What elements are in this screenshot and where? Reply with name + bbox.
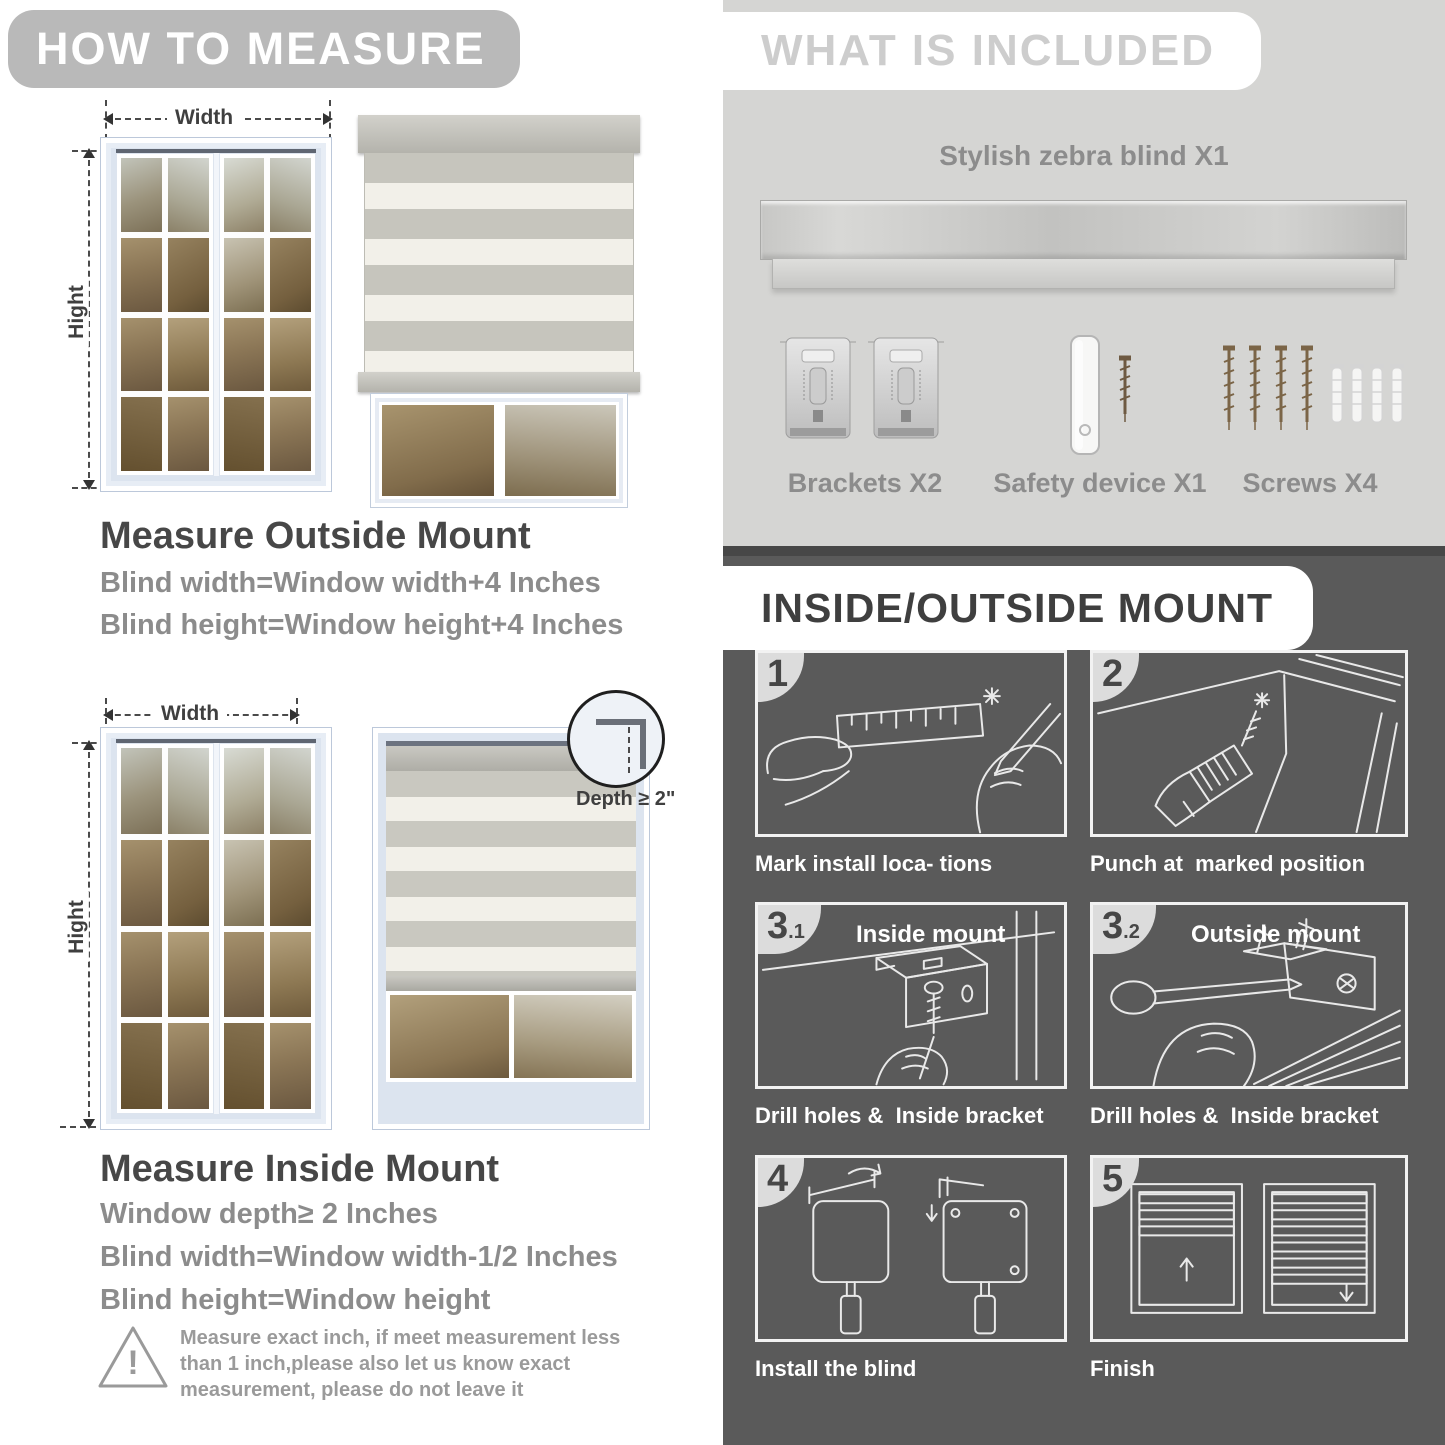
step-title: Outside mount (1191, 921, 1361, 948)
brackets-label: Brackets X2 (787, 468, 943, 498)
step-number-badge: 2 (1092, 652, 1139, 702)
window-under-blind (386, 991, 636, 1082)
mount-steps-panel (723, 556, 1445, 1445)
svg-text:!: ! (127, 1344, 139, 1382)
inside-mount-heading: Measure Inside Mount (100, 1148, 500, 1190)
how-to-measure-header: HOW TO MEASURE (8, 10, 520, 88)
note-line-1: Measure exact inch, if meet measurement less (180, 1327, 621, 1349)
inside-rule-depth: Window depth≥ 2 Inches (100, 1198, 438, 1230)
step-2 (1090, 650, 1408, 877)
screws-label: Screws X4 (1242, 468, 1378, 498)
outside-rule-width: Blind width=Window width+4 Inches (100, 567, 601, 599)
step-4 (755, 1155, 1067, 1382)
step-1 (755, 650, 1067, 877)
what-is-included-header: WHAT IS INCLUDED (723, 12, 1261, 90)
step-5-box (1090, 1155, 1408, 1342)
outside-rule-height: Blind height=Window height+4 Inches (100, 609, 624, 641)
step-3-1-box (755, 902, 1067, 1089)
inside-outside-mount-header: INSIDE/OUTSIDE MOUNT (723, 566, 1313, 650)
height-label-outside: Hight (65, 277, 89, 347)
blind-headrail (358, 115, 640, 153)
step-number-badge: 3.1 (757, 904, 821, 954)
note-line-3: measurement, please do not leave it (180, 1379, 524, 1401)
measure-note (180, 1325, 660, 1403)
ruler-hands-illustration (758, 653, 1064, 834)
blind-fabric (364, 153, 634, 372)
note-line-2: than 1 inch,please also let us know exact (180, 1353, 571, 1375)
step-5-caption: Finish (1090, 1356, 1155, 1381)
step-3-2-box (1090, 902, 1408, 1089)
width-arrow-inside (105, 702, 298, 725)
finish-illustration (1093, 1158, 1405, 1339)
step-1-box (755, 650, 1067, 837)
step-number-badge: 4 (757, 1157, 804, 1207)
inside-rule-height: Blind height=Window height (100, 1284, 491, 1316)
blind-bottomrail (386, 976, 636, 991)
height-label-inside: Hight (65, 892, 89, 962)
depth-magnifier (567, 690, 665, 788)
depth-label: Depth ≥ 2" (576, 788, 676, 810)
screws-image (1215, 332, 1405, 464)
step-3-2-caption: Drill holes & Inside bracket (1090, 1103, 1379, 1128)
install-blind-illustration (758, 1158, 1064, 1339)
step-3-1-caption: Drill holes & Inside bracket (755, 1103, 1044, 1128)
depth-dash-line (628, 727, 630, 773)
headrail-bottom-lip (772, 259, 1395, 289)
zebra-blind-photo-outside (358, 115, 640, 392)
window-under-blind (370, 393, 628, 508)
window-corner-detail (596, 719, 646, 769)
step-number-badge: 3.2 (1092, 904, 1156, 954)
step-number-badge: 5 (1092, 1157, 1139, 1207)
inside-rule-width: Blind width=Window width-1/2 Inches (100, 1241, 618, 1273)
outside-mount-heading: Measure Outside Mount (100, 515, 531, 557)
step-5 (1090, 1155, 1408, 1382)
step-title: Inside mount (856, 921, 1006, 948)
headrail-product-image (760, 200, 1407, 260)
step-3-1 (755, 902, 1067, 1129)
width-label-outside: Width (167, 106, 241, 130)
safety-device-label: Safety device X1 (993, 468, 1207, 498)
safety-device-image (1055, 332, 1145, 464)
width-label-inside: Width (153, 702, 227, 726)
warning-triangle-icon (95, 1322, 171, 1394)
window-photo-outside (100, 137, 332, 492)
blind-bottomrail (358, 372, 640, 392)
width-tick-left (105, 100, 107, 140)
step-4-box (755, 1155, 1067, 1342)
width-arrow-outside (105, 106, 331, 129)
window-photo-inside (100, 727, 332, 1130)
step-2-box (1090, 650, 1408, 837)
step-1-caption: Mark install loca- tions (755, 851, 993, 876)
step-3-2 (1090, 902, 1408, 1129)
step-2-caption: Punch at marked position (1090, 851, 1366, 876)
step-4-caption: Install the blind (755, 1356, 917, 1381)
width-tick-right (329, 100, 331, 140)
zebra-blind-pack-label: Stylish zebra blind X1 (939, 140, 1229, 171)
brackets-image (780, 330, 950, 458)
step-number-badge: 1 (757, 652, 804, 702)
divider-strip (723, 546, 1445, 556)
drill-illustration (1093, 653, 1405, 834)
